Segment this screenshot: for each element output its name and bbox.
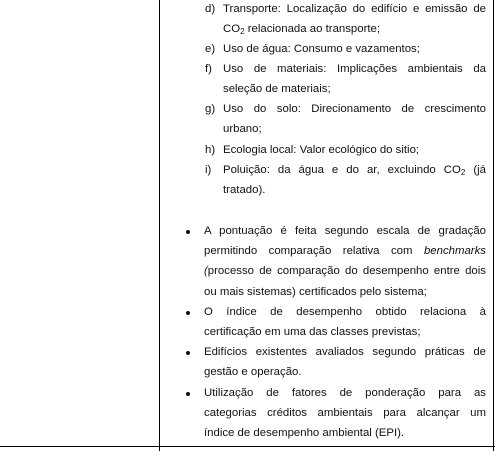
list-item-g-line1: Uso do solo: Direcionamento de crescimento [223, 103, 486, 115]
bullet-3-line1: Edifícios existentes avaliados segundo práticas de [204, 346, 486, 358]
table-right-border [493, 0, 494, 451]
bullet-1-line3: (processo de comparação do desempenho entre dois [204, 265, 486, 277]
list-item-f-line2: seleção de materiais; [223, 83, 331, 95]
list-item-d-line2: $CO_2$ relacionada ao transporte; [223, 23, 381, 36]
list-item-e-line1: Uso de água: Consumo e vazamentos; [223, 43, 420, 55]
list-item-i-line1: Poluição: da água e do ar, excluindo $CO_2$ (já [223, 164, 487, 177]
list-marker-h: h) [205, 144, 216, 156]
list-marker-i: i) [205, 164, 212, 176]
list-item-i-line2: tratado). [223, 184, 266, 196]
list-marker-g: g) [205, 103, 216, 115]
bullet-dot [186, 351, 190, 355]
bullet-2-line2: certificação em uma das classes previstas; [204, 326, 421, 338]
bullet-dot [186, 392, 190, 396]
list-marker-d: d) [205, 3, 216, 15]
list-marker-e: e) [205, 43, 216, 55]
bullet-4-line1: Utilização de fatores de ponderação para as [204, 387, 486, 399]
table-bottom-border [0, 446, 495, 447]
bullet-4-line3: índice de desempenho ambiental (EPI). [204, 427, 405, 439]
bullet-1-line1: A pontuação é feita segundo escala de gradação [204, 225, 486, 237]
list-item-d-line1: Transporte: Localização do edifício e emissão de [223, 3, 486, 15]
bullet-2-line1: O índice de desempenho obtido relaciona à [204, 306, 486, 318]
bullet-dot [186, 230, 190, 234]
list-item-h-line1: Ecologia local: Valor ecológico do sitio; [223, 144, 420, 156]
list-item-f-line1: Uso de materiais: Implicações ambientais da [223, 63, 486, 75]
bullet-4-line2: categorias créditos ambientais para alcançar um [204, 407, 486, 419]
bullet-3-line2: gestão e operação. [204, 366, 302, 378]
bullet-1-line4: ou mais sistemas) certificados pelo sistema; [204, 286, 427, 298]
table-column-divider [159, 0, 160, 451]
bullet-dot [186, 311, 190, 315]
bullet-1-line2: permitindo comparação relativa com benchmarks [204, 245, 486, 257]
list-marker-f: f) [205, 63, 212, 75]
list-item-g-line2: urbano; [223, 123, 262, 135]
